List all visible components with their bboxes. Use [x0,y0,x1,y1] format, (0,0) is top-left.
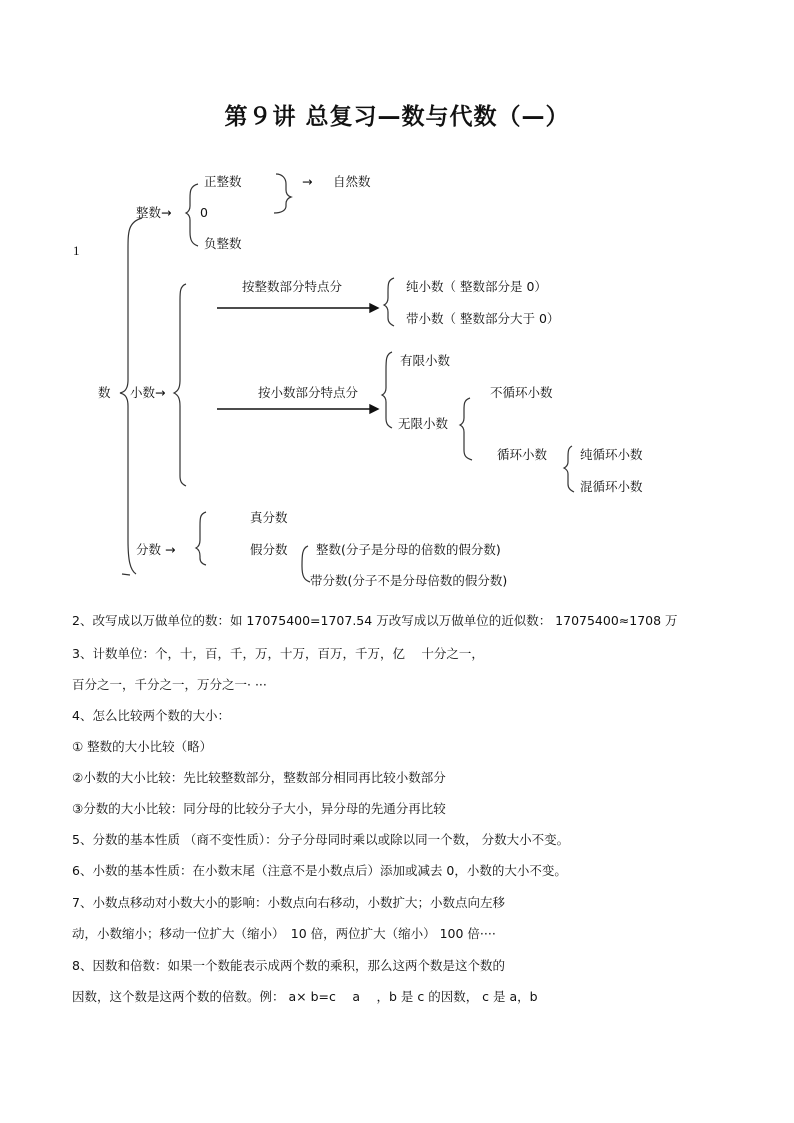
integer-brace [186,184,198,246]
arrowhead-by-decimal-part [370,405,378,413]
line-4-2: ②小数的大小比较：先比较整数部分，整数部分相同再比较小数部分 [72,770,446,785]
label-mixed-number: 带分数(分子不是分母倍数的假分数) [310,573,508,588]
label-finite-decimal: 有限小数 [400,353,451,368]
line-8: 8、因数和倍数：如果一个数能表示成两个数的乘积，那么这两个数是这个数的 [72,958,505,973]
label-by-decimal-part: 按小数部分特点分 [258,385,359,400]
label-pure-decimal: 纯小数（ 整数部分是 0） [406,279,547,294]
decimal-part-brace [382,352,392,428]
fraction-brace [196,512,206,565]
label-natural-number: 自然数 [333,174,371,189]
label-mixed-repeating: 混循环小数 [580,479,643,494]
label-proper-fraction: 真分数 [250,510,288,525]
line-4-1: ① 整数的大小比较（略） [72,739,213,754]
natural-brace [274,174,291,213]
label-natural-arrow: → [302,174,313,189]
label-pure-repeating: 纯循环小数 [580,447,643,462]
label-infinite-decimal: 无限小数 [398,416,449,431]
page-title: 第９讲 总复习—数与代数（—） [224,104,570,130]
label-by-integer-part: 按整数部分特点分 [242,279,343,294]
integer-part-brace [384,278,394,326]
label-fraction: 分数 → [136,542,176,557]
label-mixed-decimal: 带小数（ 整数部分大于 0） [406,311,560,326]
label-integer: 整数→ [136,205,172,220]
line-4-3: ③分数的大小比较：同分母的比较分子大小，异分母的先通分再比较 [72,801,446,816]
label-decimal: 小数→ [130,385,166,400]
repeating-brace [564,446,574,492]
label-repeating: 循环小数 [497,447,548,462]
label-negative-integer: 负整数 [204,236,242,251]
line-8-cont: 因数，这个数是这两个数的倍数。例： a× b=c a ，b 是 c 的因数， c 是 a，b [72,989,538,1004]
line-7-cont: 动，小数缩小；移动一位扩大（缩小） 10 倍，两位扩大（缩小） 100 倍···· [72,926,496,941]
arrowhead-by-integer-part [370,304,378,312]
label-number: 数 [98,385,111,400]
line-3-cont: 百分之一，千分之一，万分之一· ··· [72,677,267,692]
line-7: 7、小数点移动对小数大小的影响：小数点向右移动，小数扩大；小数点向左移 [72,895,505,910]
label-non-repeating: 不循环小数 [490,385,553,400]
label-positive-integer: 正整数 [204,174,242,189]
section-number: 1 [73,243,80,258]
line-2: 2、改写成以万做单位的数：如 17075400=1707.54 万改写成以万做单位的近似数： 17075400≈1708 万 [72,613,678,628]
label-zero: 0 [200,205,208,220]
improper-bracket [302,546,310,582]
decimal-brace [174,284,186,486]
line-6: 6、小数的基本性质：在小数末尾（注意不是小数点后）添加或减去 0，小数的大小不变。 [72,863,567,878]
line-4: 4、怎么比较两个数的大小： [72,708,230,723]
line-5: 5、分数的基本性质 （商不变性质）：分子分母同时乘以或除以同一个数， 分数大小不变。 [72,832,570,847]
line-3: 3、计数单位：个，十，百，千，万，十万，百万，千万，亿 十分之一， [72,646,484,661]
label-integer-improper: 整数(分子是分母的倍数的假分数) [316,542,501,557]
label-improper-fraction: 假分数 [250,542,288,557]
infinite-brace [460,398,472,460]
